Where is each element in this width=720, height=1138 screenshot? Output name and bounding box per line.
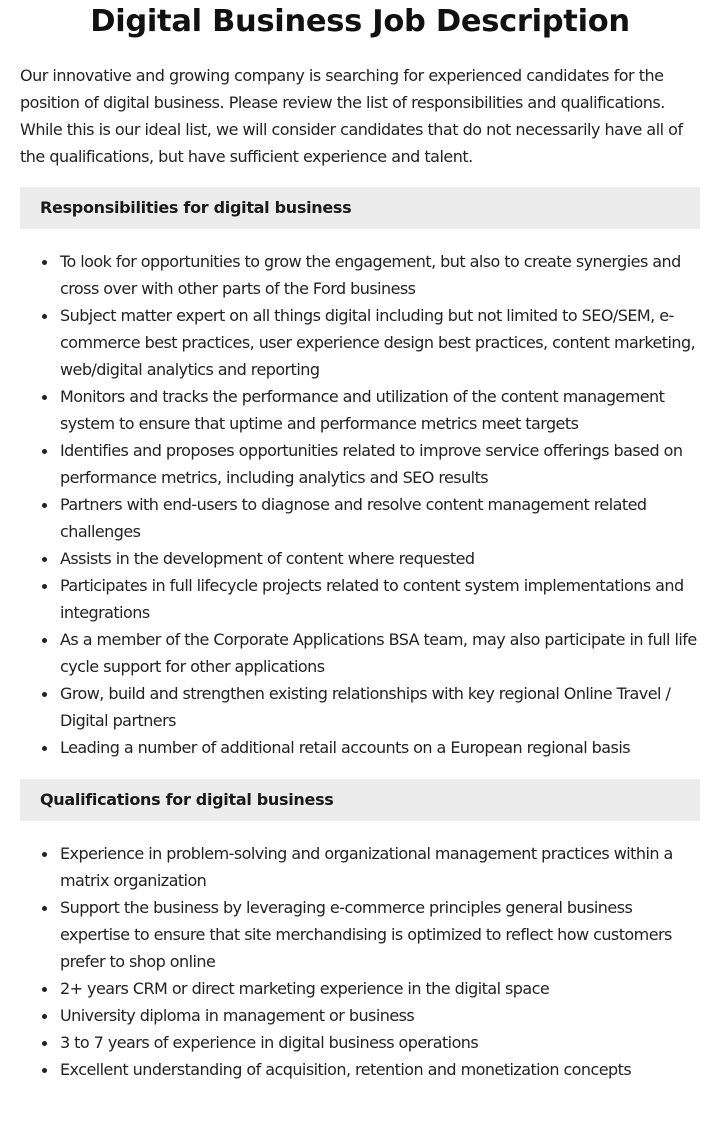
list-item: Support the business by leveraging e-commerce principles general business expertise to ensure that site merchandising is optimized to reflect how customers prefer to shop online	[20, 894, 700, 975]
list-item: To look for opportunities to grow the engagement, but also to create synergies and cross over with other parts of the Ford business	[20, 248, 700, 302]
list-item: Subject matter expert on all things digital including but not limited to SEO/SEM, e-commerce best practices, user experience design best practices, content marketing, web/digital analytics and reporting	[20, 302, 700, 383]
qualifications-heading: Qualifications for digital business	[20, 779, 700, 821]
list-item: University diploma in management or business	[20, 1002, 700, 1029]
page-title: Digital Business Job Description	[90, 4, 630, 39]
responsibilities-heading: Responsibilities for digital business	[20, 187, 700, 229]
list-item: Monitors and tracks the performance and utilization of the content management system to ensure that uptime and performance metrics meet targets	[20, 383, 700, 437]
list-item: Partners with end-users to diagnose and resolve content management related challenges	[20, 491, 700, 545]
list-item: As a member of the Corporate Applications BSA team, may also participate in full life cycle support for other applications	[20, 626, 700, 680]
list-item: Assists in the development of content where requested	[20, 545, 700, 572]
intro-paragraph: Our innovative and growing company is searching for experienced candidates for the position of digital business. Please review the list of responsibilities and qualifications. While this is our ideal list, we will consider candidates that do not necessarily have all of the qualifications, but have sufficient experience and talent.	[20, 66, 683, 166]
list-item: Participates in full lifecycle projects related to content system implementations and integrations	[20, 572, 700, 626]
list-item: Grow, build and strengthen existing relationships with key regional Online Travel / Digital partners	[20, 680, 700, 734]
qualifications-list	[20, 840, 700, 1083]
list-item: Experience in problem-solving and organizational management practices within a matrix organization	[20, 840, 700, 894]
list-item: 3 to 7 years of experience in digital business operations	[20, 1029, 700, 1056]
list-item: Excellent understanding of acquisition, retention and monetization concepts	[20, 1056, 700, 1083]
list-item: 2+ years CRM or direct marketing experience in the digital space	[20, 975, 700, 1002]
list-item: Leading a number of additional retail accounts on a European regional basis	[20, 734, 700, 761]
list-item: Identifies and proposes opportunities related to improve service offerings based on performance metrics, including analytics and SEO results	[20, 437, 700, 491]
responsibilities-list	[20, 248, 700, 761]
